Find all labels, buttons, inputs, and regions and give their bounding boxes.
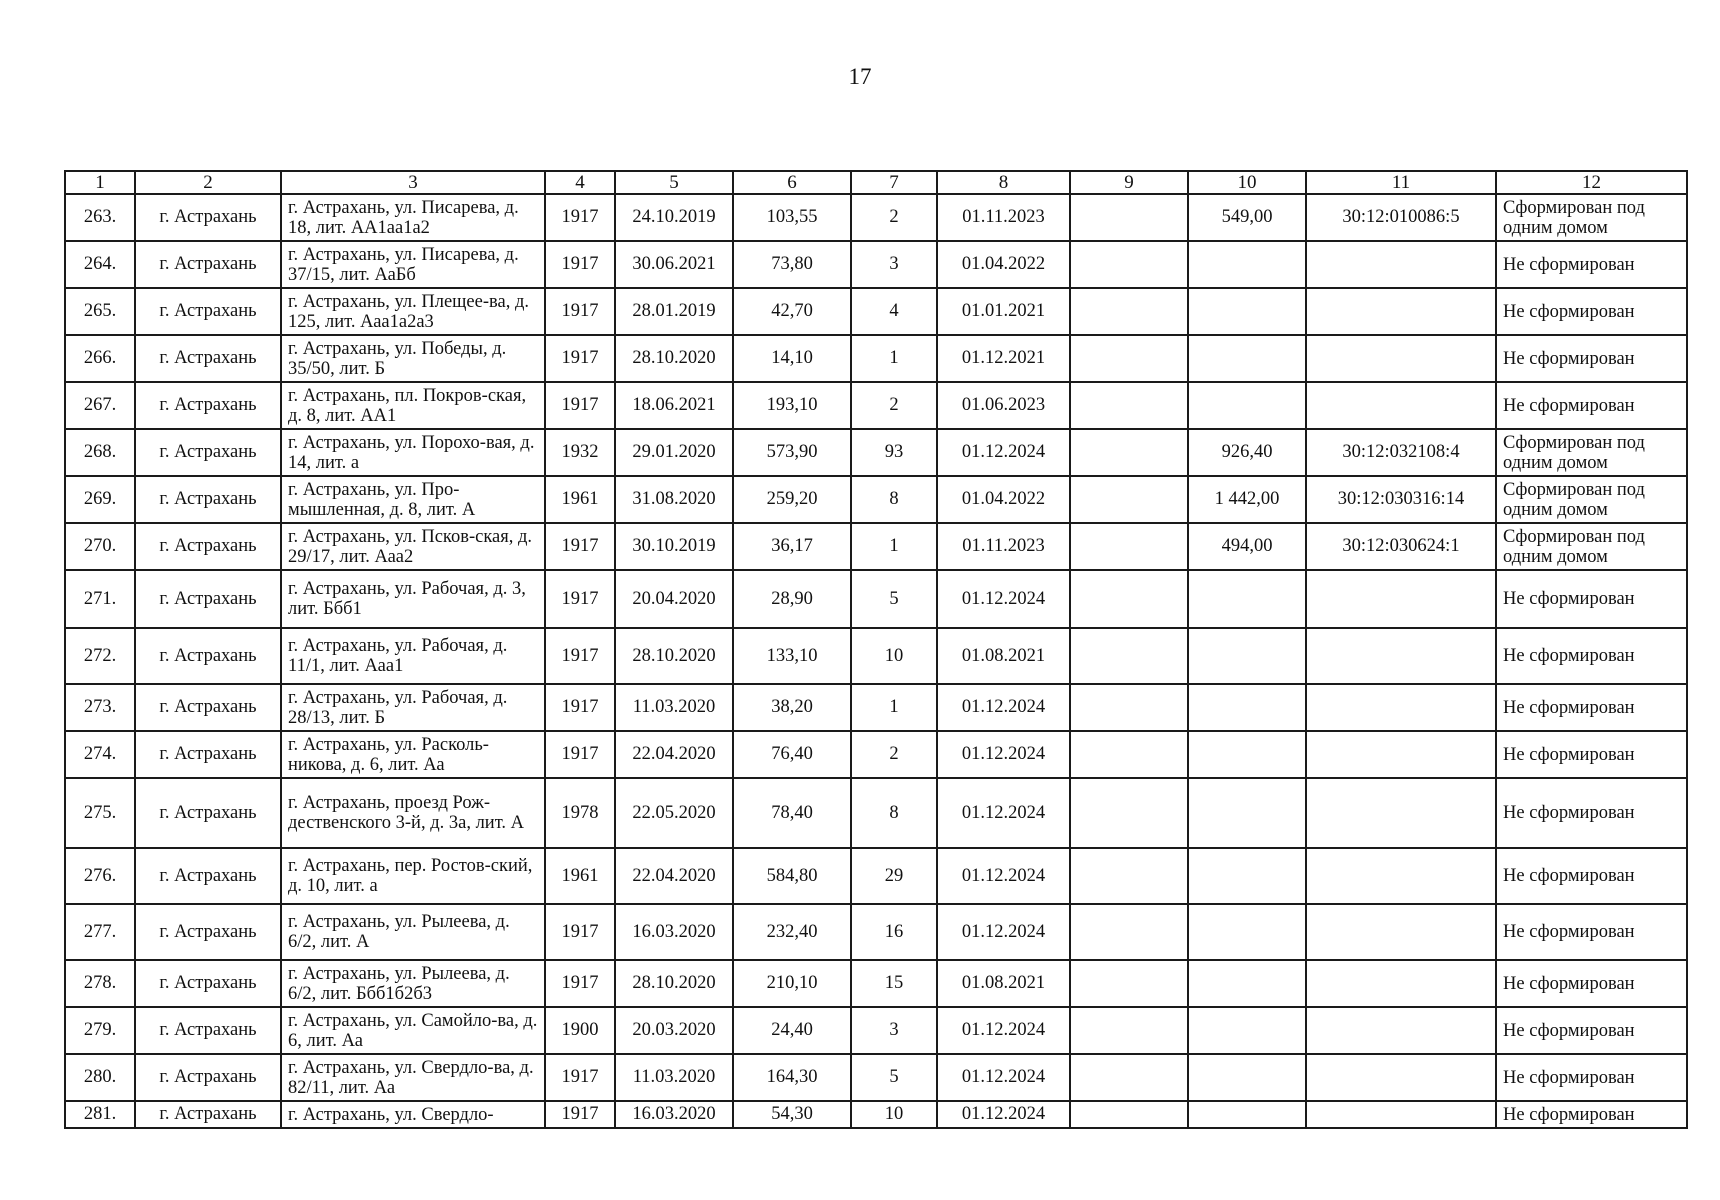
land-area-cell: 1 442,00 bbox=[1188, 476, 1306, 523]
living-area-cell: 210,10 bbox=[733, 960, 851, 1007]
recognition-date-cell: 22.04.2020 bbox=[615, 848, 733, 904]
address-cell: г. Астрахань, ул. Порохо-вая, д. 14, лит. а bbox=[281, 429, 545, 476]
residents-count-cell: 10 bbox=[851, 1101, 937, 1128]
residents-count-cell: 10 bbox=[851, 628, 937, 684]
table-row bbox=[65, 241, 1687, 288]
row-number-cell: 263. bbox=[65, 194, 135, 241]
land-area-cell bbox=[1188, 241, 1306, 288]
empty-cell bbox=[1070, 382, 1188, 429]
land-area-cell bbox=[1188, 731, 1306, 778]
city-cell: г. Астрахань bbox=[135, 904, 281, 960]
resettlement-deadline-cell: 01.12.2024 bbox=[937, 848, 1070, 904]
column-header: 3 bbox=[281, 171, 545, 194]
table-row bbox=[65, 476, 1687, 523]
construction-year-cell: 1900 bbox=[545, 1007, 615, 1054]
empty-cell bbox=[1070, 429, 1188, 476]
land-status-cell: Сформирован под одним домом bbox=[1496, 194, 1687, 241]
land-area-cell bbox=[1188, 684, 1306, 731]
land-status-cell: Не сформирован bbox=[1496, 382, 1687, 429]
resettlement-deadline-cell: 01.12.2024 bbox=[937, 1007, 1070, 1054]
living-area-cell: 28,90 bbox=[733, 570, 851, 628]
recognition-date-cell: 18.06.2021 bbox=[615, 382, 733, 429]
residents-count-cell: 5 bbox=[851, 1054, 937, 1101]
row-number-cell: 280. bbox=[65, 1054, 135, 1101]
land-area-cell bbox=[1188, 1054, 1306, 1101]
land-status-cell: Не сформирован bbox=[1496, 1007, 1687, 1054]
table-row bbox=[65, 731, 1687, 778]
residents-count-cell: 5 bbox=[851, 570, 937, 628]
land-status-cell: Не сформирован bbox=[1496, 684, 1687, 731]
table-row bbox=[65, 194, 1687, 241]
land-status-cell: Не сформирован bbox=[1496, 848, 1687, 904]
address-cell: г. Астрахань, ул. Про-мышленная, д. 8, лит. А bbox=[281, 476, 545, 523]
recognition-date-cell: 29.01.2020 bbox=[615, 429, 733, 476]
land-area-cell bbox=[1188, 960, 1306, 1007]
column-header: 2 bbox=[135, 171, 281, 194]
construction-year-cell: 1917 bbox=[545, 523, 615, 570]
construction-year-cell: 1978 bbox=[545, 778, 615, 848]
row-number-cell: 269. bbox=[65, 476, 135, 523]
table-row bbox=[65, 904, 1687, 960]
empty-cell bbox=[1070, 628, 1188, 684]
construction-year-cell: 1917 bbox=[545, 904, 615, 960]
recognition-date-cell: 24.10.2019 bbox=[615, 194, 733, 241]
empty-cell bbox=[1070, 731, 1188, 778]
row-number-cell: 281. bbox=[65, 1101, 135, 1128]
column-header: 4 bbox=[545, 171, 615, 194]
recognition-date-cell: 28.10.2020 bbox=[615, 960, 733, 1007]
address-cell: г. Астрахань, ул. Псков-ская, д. 29/17, лит. Ааа2 bbox=[281, 523, 545, 570]
address-cell: г. Астрахань, ул. Рабочая, д. 28/13, лит. Б bbox=[281, 684, 545, 731]
resettlement-deadline-cell: 01.11.2023 bbox=[937, 523, 1070, 570]
resettlement-deadline-cell: 01.06.2023 bbox=[937, 382, 1070, 429]
city-cell: г. Астрахань bbox=[135, 960, 281, 1007]
cadastral-number-cell bbox=[1306, 848, 1496, 904]
city-cell: г. Астрахань bbox=[135, 848, 281, 904]
residents-count-cell: 2 bbox=[851, 382, 937, 429]
address-cell: г. Астрахань, ул. Писарева, д. 18, лит. АА1аа1а2 bbox=[281, 194, 545, 241]
land-area-cell bbox=[1188, 1007, 1306, 1054]
land-area-cell: 494,00 bbox=[1188, 523, 1306, 570]
land-status-cell: Не сформирован bbox=[1496, 288, 1687, 335]
table-row bbox=[65, 335, 1687, 382]
city-cell: г. Астрахань bbox=[135, 288, 281, 335]
table-row bbox=[65, 288, 1687, 335]
construction-year-cell: 1917 bbox=[545, 382, 615, 429]
resettlement-deadline-cell: 01.04.2022 bbox=[937, 241, 1070, 288]
residents-count-cell: 4 bbox=[851, 288, 937, 335]
land-status-cell: Не сформирован bbox=[1496, 960, 1687, 1007]
construction-year-cell: 1917 bbox=[545, 731, 615, 778]
recognition-date-cell: 16.03.2020 bbox=[615, 904, 733, 960]
land-status-cell: Не сформирован bbox=[1496, 731, 1687, 778]
cadastral-number-cell bbox=[1306, 628, 1496, 684]
residents-count-cell: 93 bbox=[851, 429, 937, 476]
recognition-date-cell: 31.08.2020 bbox=[615, 476, 733, 523]
living-area-cell: 259,20 bbox=[733, 476, 851, 523]
cadastral-number-cell bbox=[1306, 382, 1496, 429]
row-number-cell: 279. bbox=[65, 1007, 135, 1054]
empty-cell bbox=[1070, 904, 1188, 960]
city-cell: г. Астрахань bbox=[135, 194, 281, 241]
recognition-date-cell: 22.04.2020 bbox=[615, 731, 733, 778]
resettlement-deadline-cell: 01.12.2021 bbox=[937, 335, 1070, 382]
city-cell: г. Астрахань bbox=[135, 628, 281, 684]
land-status-cell: Не сформирован bbox=[1496, 570, 1687, 628]
living-area-cell: 36,17 bbox=[733, 523, 851, 570]
resettlement-deadline-cell: 01.01.2021 bbox=[937, 288, 1070, 335]
recognition-date-cell: 28.10.2020 bbox=[615, 628, 733, 684]
recognition-date-cell: 28.10.2020 bbox=[615, 335, 733, 382]
residents-count-cell: 8 bbox=[851, 778, 937, 848]
empty-cell bbox=[1070, 335, 1188, 382]
empty-cell bbox=[1070, 288, 1188, 335]
table-row bbox=[65, 684, 1687, 731]
land-status-cell: Сформирован под одним домом bbox=[1496, 476, 1687, 523]
recognition-date-cell: 20.03.2020 bbox=[615, 1007, 733, 1054]
resettlement-deadline-cell: 01.12.2024 bbox=[937, 904, 1070, 960]
recognition-date-cell: 30.06.2021 bbox=[615, 241, 733, 288]
resettlement-deadline-cell: 01.12.2024 bbox=[937, 429, 1070, 476]
empty-cell bbox=[1070, 848, 1188, 904]
address-cell: г. Астрахань, ул. Рылеева, д. 6/2, лит. Ббб1б2б3 bbox=[281, 960, 545, 1007]
residents-count-cell: 15 bbox=[851, 960, 937, 1007]
cadastral-number-cell bbox=[1306, 1007, 1496, 1054]
city-cell: г. Астрахань bbox=[135, 731, 281, 778]
residents-count-cell: 2 bbox=[851, 731, 937, 778]
address-cell: г. Астрахань, ул. Победы, д. 35/50, лит. Б bbox=[281, 335, 545, 382]
resettlement-deadline-cell: 01.08.2021 bbox=[937, 628, 1070, 684]
column-header: 5 bbox=[615, 171, 733, 194]
cadastral-number-cell: 30:12:032108:4 bbox=[1306, 429, 1496, 476]
city-cell: г. Астрахань bbox=[135, 382, 281, 429]
column-header: 1 bbox=[65, 171, 135, 194]
empty-cell bbox=[1070, 960, 1188, 1007]
address-cell: г. Астрахань, ул. Рабочая, д. 3, лит. Ббб1 bbox=[281, 570, 545, 628]
living-area-cell: 573,90 bbox=[733, 429, 851, 476]
residents-count-cell: 8 bbox=[851, 476, 937, 523]
city-cell: г. Астрахань bbox=[135, 1101, 281, 1128]
column-header: 7 bbox=[851, 171, 937, 194]
table-body bbox=[65, 194, 1687, 1128]
city-cell: г. Астрахань bbox=[135, 778, 281, 848]
cadastral-number-cell bbox=[1306, 241, 1496, 288]
cadastral-number-cell bbox=[1306, 960, 1496, 1007]
empty-cell bbox=[1070, 523, 1188, 570]
construction-year-cell: 1961 bbox=[545, 476, 615, 523]
table-row bbox=[65, 570, 1687, 628]
land-status-cell: Не сформирован bbox=[1496, 904, 1687, 960]
recognition-date-cell: 30.10.2019 bbox=[615, 523, 733, 570]
row-number-cell: 277. bbox=[65, 904, 135, 960]
residents-count-cell: 1 bbox=[851, 684, 937, 731]
cadastral-number-cell: 30:12:030624:1 bbox=[1306, 523, 1496, 570]
city-cell: г. Астрахань bbox=[135, 241, 281, 288]
cadastral-number-cell bbox=[1306, 778, 1496, 848]
column-header: 11 bbox=[1306, 171, 1496, 194]
living-area-cell: 232,40 bbox=[733, 904, 851, 960]
resettlement-deadline-cell: 01.04.2022 bbox=[937, 476, 1070, 523]
empty-cell bbox=[1070, 241, 1188, 288]
recognition-date-cell: 20.04.2020 bbox=[615, 570, 733, 628]
row-number-cell: 275. bbox=[65, 778, 135, 848]
living-area-cell: 164,30 bbox=[733, 1054, 851, 1101]
residents-count-cell: 3 bbox=[851, 241, 937, 288]
column-header: 6 bbox=[733, 171, 851, 194]
cadastral-number-cell bbox=[1306, 288, 1496, 335]
living-area-cell: 133,10 bbox=[733, 628, 851, 684]
resettlement-deadline-cell: 01.12.2024 bbox=[937, 1054, 1070, 1101]
column-number-row bbox=[65, 171, 1687, 194]
construction-year-cell: 1917 bbox=[545, 684, 615, 731]
column-header: 9 bbox=[1070, 171, 1188, 194]
table-row bbox=[65, 628, 1687, 684]
land-area-cell bbox=[1188, 628, 1306, 684]
land-area-cell: 926,40 bbox=[1188, 429, 1306, 476]
empty-cell bbox=[1070, 1007, 1188, 1054]
empty-cell bbox=[1070, 684, 1188, 731]
land-status-cell: Не сформирован bbox=[1496, 1054, 1687, 1101]
row-number-cell: 270. bbox=[65, 523, 135, 570]
resettlement-deadline-cell: 01.11.2023 bbox=[937, 194, 1070, 241]
land-status-cell: Сформирован под одним домом bbox=[1496, 429, 1687, 476]
address-cell: г. Астрахань, ул. Рабочая, д. 11/1, лит. Ааа1 bbox=[281, 628, 545, 684]
table-row bbox=[65, 429, 1687, 476]
row-number-cell: 268. bbox=[65, 429, 135, 476]
land-status-cell: Не сформирован bbox=[1496, 241, 1687, 288]
land-area-cell bbox=[1188, 904, 1306, 960]
residents-count-cell: 29 bbox=[851, 848, 937, 904]
empty-cell bbox=[1070, 1054, 1188, 1101]
row-number-cell: 273. bbox=[65, 684, 135, 731]
land-area-cell bbox=[1188, 848, 1306, 904]
page-number: 17 bbox=[848, 64, 872, 89]
address-cell: г. Астрахань, ул. Свердло- bbox=[281, 1101, 545, 1128]
construction-year-cell: 1917 bbox=[545, 570, 615, 628]
city-cell: г. Астрахань bbox=[135, 570, 281, 628]
table-row bbox=[65, 1007, 1687, 1054]
cadastral-number-cell bbox=[1306, 570, 1496, 628]
residents-count-cell: 1 bbox=[851, 523, 937, 570]
empty-cell bbox=[1070, 476, 1188, 523]
construction-year-cell: 1917 bbox=[545, 1054, 615, 1101]
row-number-cell: 265. bbox=[65, 288, 135, 335]
empty-cell bbox=[1070, 1101, 1188, 1128]
construction-year-cell: 1917 bbox=[545, 288, 615, 335]
empty-cell bbox=[1070, 778, 1188, 848]
table-row bbox=[65, 382, 1687, 429]
living-area-cell: 76,40 bbox=[733, 731, 851, 778]
cadastral-number-cell bbox=[1306, 1101, 1496, 1128]
land-status-cell: Не сформирован bbox=[1496, 628, 1687, 684]
living-area-cell: 584,80 bbox=[733, 848, 851, 904]
address-cell: г. Астрахань, ул. Плещее-ва, д. 125, лит. Ааа1а2а3 bbox=[281, 288, 545, 335]
address-cell: г. Астрахань, ул. Писарева, д. 37/15, лит. АаБб bbox=[281, 241, 545, 288]
table-row bbox=[65, 523, 1687, 570]
land-area-cell bbox=[1188, 570, 1306, 628]
city-cell: г. Астрахань bbox=[135, 1007, 281, 1054]
construction-year-cell: 1917 bbox=[545, 960, 615, 1007]
resettlement-deadline-cell: 01.12.2024 bbox=[937, 731, 1070, 778]
land-status-cell: Сформирован под одним домом bbox=[1496, 523, 1687, 570]
living-area-cell: 78,40 bbox=[733, 778, 851, 848]
city-cell: г. Астрахань bbox=[135, 429, 281, 476]
row-number-cell: 276. bbox=[65, 848, 135, 904]
empty-cell bbox=[1070, 570, 1188, 628]
resettlement-deadline-cell: 01.12.2024 bbox=[937, 1101, 1070, 1128]
land-area-cell bbox=[1188, 382, 1306, 429]
recognition-date-cell: 11.03.2020 bbox=[615, 1054, 733, 1101]
residents-count-cell: 2 bbox=[851, 194, 937, 241]
land-status-cell: Не сформирован bbox=[1496, 778, 1687, 848]
land-area-cell bbox=[1188, 778, 1306, 848]
living-area-cell: 193,10 bbox=[733, 382, 851, 429]
construction-year-cell: 1917 bbox=[545, 241, 615, 288]
recognition-date-cell: 22.05.2020 bbox=[615, 778, 733, 848]
table-row bbox=[65, 1101, 1687, 1128]
land-area-cell bbox=[1188, 335, 1306, 382]
city-cell: г. Астрахань bbox=[135, 1054, 281, 1101]
city-cell: г. Астрахань bbox=[135, 684, 281, 731]
construction-year-cell: 1961 bbox=[545, 848, 615, 904]
row-number-cell: 264. bbox=[65, 241, 135, 288]
row-number-cell: 274. bbox=[65, 731, 135, 778]
land-status-cell: Не сформирован bbox=[1496, 335, 1687, 382]
housing-register-table bbox=[64, 170, 1688, 1129]
empty-cell bbox=[1070, 194, 1188, 241]
construction-year-cell: 1932 bbox=[545, 429, 615, 476]
column-header: 12 bbox=[1496, 171, 1687, 194]
living-area-cell: 103,55 bbox=[733, 194, 851, 241]
residents-count-cell: 3 bbox=[851, 1007, 937, 1054]
address-cell: г. Астрахань, проезд Рож-дественского 3-й, д. 3а, лит. А bbox=[281, 778, 545, 848]
row-number-cell: 267. bbox=[65, 382, 135, 429]
construction-year-cell: 1917 bbox=[545, 194, 615, 241]
city-cell: г. Астрахань bbox=[135, 476, 281, 523]
address-cell: г. Астрахань, ул. Расколь-никова, д. 6, лит. Аа bbox=[281, 731, 545, 778]
address-cell: г. Астрахань, ул. Свердло-ва, д. 82/11, лит. Аа bbox=[281, 1054, 545, 1101]
living-area-cell: 24,40 bbox=[733, 1007, 851, 1054]
recognition-date-cell: 28.01.2019 bbox=[615, 288, 733, 335]
address-cell: г. Астрахань, пл. Покров-ская, д. 8, лит. АА1 bbox=[281, 382, 545, 429]
resettlement-deadline-cell: 01.08.2021 bbox=[937, 960, 1070, 1007]
row-number-cell: 266. bbox=[65, 335, 135, 382]
recognition-date-cell: 11.03.2020 bbox=[615, 684, 733, 731]
column-header: 8 bbox=[937, 171, 1070, 194]
resettlement-deadline-cell: 01.12.2024 bbox=[937, 778, 1070, 848]
city-cell: г. Астрахань bbox=[135, 335, 281, 382]
row-number-cell: 271. bbox=[65, 570, 135, 628]
column-header: 10 bbox=[1188, 171, 1306, 194]
residents-count-cell: 16 bbox=[851, 904, 937, 960]
living-area-cell: 73,80 bbox=[733, 241, 851, 288]
recognition-date-cell: 16.03.2020 bbox=[615, 1101, 733, 1128]
row-number-cell: 278. bbox=[65, 960, 135, 1007]
construction-year-cell: 1917 bbox=[545, 335, 615, 382]
row-number-cell: 272. bbox=[65, 628, 135, 684]
land-area-cell bbox=[1188, 288, 1306, 335]
construction-year-cell: 1917 bbox=[545, 628, 615, 684]
cadastral-number-cell: 30:12:030316:14 bbox=[1306, 476, 1496, 523]
resettlement-deadline-cell: 01.12.2024 bbox=[937, 570, 1070, 628]
table-row bbox=[65, 778, 1687, 848]
living-area-cell: 42,70 bbox=[733, 288, 851, 335]
address-cell: г. Астрахань, пер. Ростов-ский, д. 10, лит. а bbox=[281, 848, 545, 904]
cadastral-number-cell bbox=[1306, 1054, 1496, 1101]
cadastral-number-cell bbox=[1306, 731, 1496, 778]
address-cell: г. Астрахань, ул. Рылеева, д. 6/2, лит. А bbox=[281, 904, 545, 960]
cadastral-number-cell bbox=[1306, 904, 1496, 960]
land-status-cell: Не сформирован bbox=[1496, 1101, 1687, 1128]
land-area-cell: 549,00 bbox=[1188, 194, 1306, 241]
land-area-cell bbox=[1188, 1101, 1306, 1128]
table-row bbox=[65, 1054, 1687, 1101]
living-area-cell: 38,20 bbox=[733, 684, 851, 731]
table-row bbox=[65, 960, 1687, 1007]
cadastral-number-cell: 30:12:010086:5 bbox=[1306, 194, 1496, 241]
cadastral-number-cell bbox=[1306, 335, 1496, 382]
resettlement-deadline-cell: 01.12.2024 bbox=[937, 684, 1070, 731]
construction-year-cell: 1917 bbox=[545, 1101, 615, 1128]
address-cell: г. Астрахань, ул. Самойло-ва, д. 6, лит. Аа bbox=[281, 1007, 545, 1054]
city-cell: г. Астрахань bbox=[135, 523, 281, 570]
living-area-cell: 54,30 bbox=[733, 1101, 851, 1128]
cadastral-number-cell bbox=[1306, 684, 1496, 731]
residents-count-cell: 1 bbox=[851, 335, 937, 382]
table-row bbox=[65, 848, 1687, 904]
living-area-cell: 14,10 bbox=[733, 335, 851, 382]
